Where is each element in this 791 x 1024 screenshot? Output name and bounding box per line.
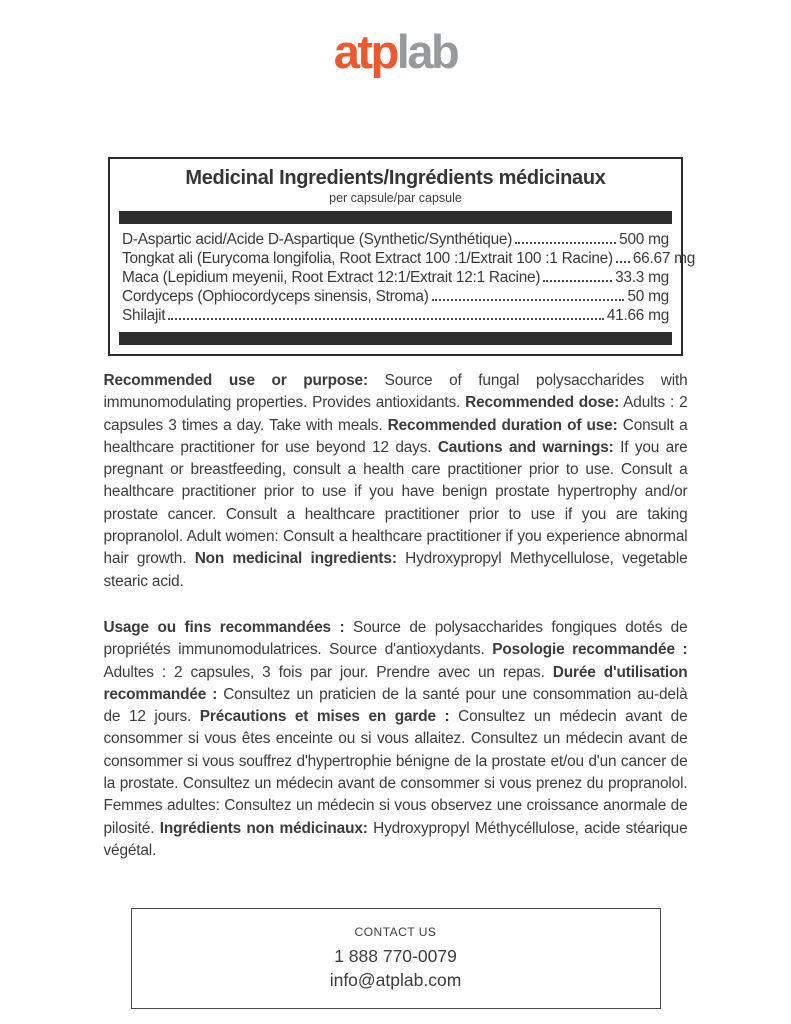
paragraph-text-run: Adultes : 2 capsules, 3 fois par jour. Prendre avec un repas. [103,663,553,681]
paragraph-heading-run: Cautions and warnings: [437,438,614,456]
ingredient-row [122,306,669,325]
paragraph-heading-run: Non medicinal ingredients: [194,550,397,568]
paragraph-text-run: If you are pregnant or breastfeeding, consult a health care practitioner prior to use. Consult a healthcare practitioner prior to use if you have benign prostate hypertrophy and/or prostate cancer. Consult a healthcare practitioner prior to use if you are taking propranolol. Adult women: Consult a healthcare practitioner if you experience abnormal hair growth. [103,438,688,568]
dot-leader [168,318,603,320]
ingredient-amount: 50 mg [627,288,669,305]
paragraph-heading-run: Recommended dose: [465,394,620,412]
ingredient-name: Tongkat ali (Eurycoma longifolia, Root Extract 100 :1/Extrait 100 :1 Racine) [122,250,613,267]
paragraph-text-run: Source de polysaccharides fongiques dotés de propriétés immunomodulatrices. Source d'antioxydants. [103,618,688,659]
ingredient-name: Shilajit [122,307,166,324]
dot-leader [515,242,616,244]
medicinal-ingredients-panel [108,157,696,356]
ingredient-amount: 500 mg [619,231,669,248]
ingredients-list [119,224,696,332]
brand-logo-atp: atp [333,25,397,78]
ingredient-row [122,268,669,287]
contact-box [131,908,661,1009]
french-directions-paragraph [104,617,688,862]
paragraph-heading-run: Précautions et mises en garde : [199,708,450,726]
paragraph-text-run: Adults : 2 capsules 3 times a day. Take with meals. [103,394,688,434]
panel-title: Medicinal Ingredients/Ingrédients médicinaux [185,167,606,189]
paragraph-text-run: Source of fungal polysaccharides with immunomodulating properties. Provides antioxidants. [103,372,688,412]
ingredient-row [122,249,696,268]
paragraph-text-run: Hydroxypropyl Méthycéllulose, acide stéarique végétal. [103,819,688,859]
ingredient-row [122,287,669,306]
paragraph-heading-run: Durée d'utilisation recommandée : [103,663,688,703]
dot-leader [616,261,630,263]
ingredient-amount: 66.67 mg [632,250,696,267]
contact-title: CONTACT US [354,925,437,940]
divider-bar-top [119,211,672,224]
panel-subtitle: per capsule/par capsule [329,191,462,205]
paragraph-text-run: Consult a healthcare practitioner for use beyond 12 days. [103,416,688,456]
paragraph-heading-run: Posologie recommandée : [492,641,688,659]
brand-logo-lab: lab [396,25,458,78]
english-directions-paragraph [104,370,688,593]
ingredient-name: D-Aspartic acid/Acide D-Aspartique (Synthetic/Synthétique) [122,231,513,248]
paragraph-heading-run: Ingrédients non médicinaux: [159,819,368,837]
paragraph-text-run: Hydroxypropyl Methycellulose, vegetable stearic acid. [103,550,688,590]
paragraph-text-run: Consultez un médecin avant de consommer si vous êtes enceinte ou si vous allaitez. Consultez un médecin avant de consommer si vous souffrez d'hypertrophie bénigne de la prostate et/ou d'un cancer de la prostate. Consultez un médecin avant de consommer si vous prenez du propranolol. Femmes adultes: Consultez un médecin si vous observez une croissance anormale de pilosité. [103,708,688,837]
ingredient-amount: 33.3 mg [615,269,669,286]
ingredient-row [122,230,669,249]
dot-leader [432,299,625,301]
brand-logo [0,0,791,79]
ingredient-amount: 41.66 mg [606,307,669,324]
paragraph-heading-run: Recommended duration of use: [387,416,618,434]
ingredient-name: Cordyceps (Ophiocordyceps sinensis, Stroma) [122,288,429,305]
divider-bar-bottom [119,332,672,345]
paragraph-heading-run: Recommended use or purpose: [103,372,368,389]
paragraph-heading-run: Usage ou fins recommandées : [103,618,345,636]
contact-email: info@atplab.com [329,970,462,991]
contact-phone: 1 888 770-0079 [334,946,457,967]
ingredient-name: Maca (Lepidium meyenii, Root Extract 12:1/Extrait 12:1 Racine) [122,269,541,286]
dot-leader [543,280,612,282]
paragraph-text-run: Consultez un praticien de la santé pour une consommation au-delà de 12 jours. [103,685,688,726]
